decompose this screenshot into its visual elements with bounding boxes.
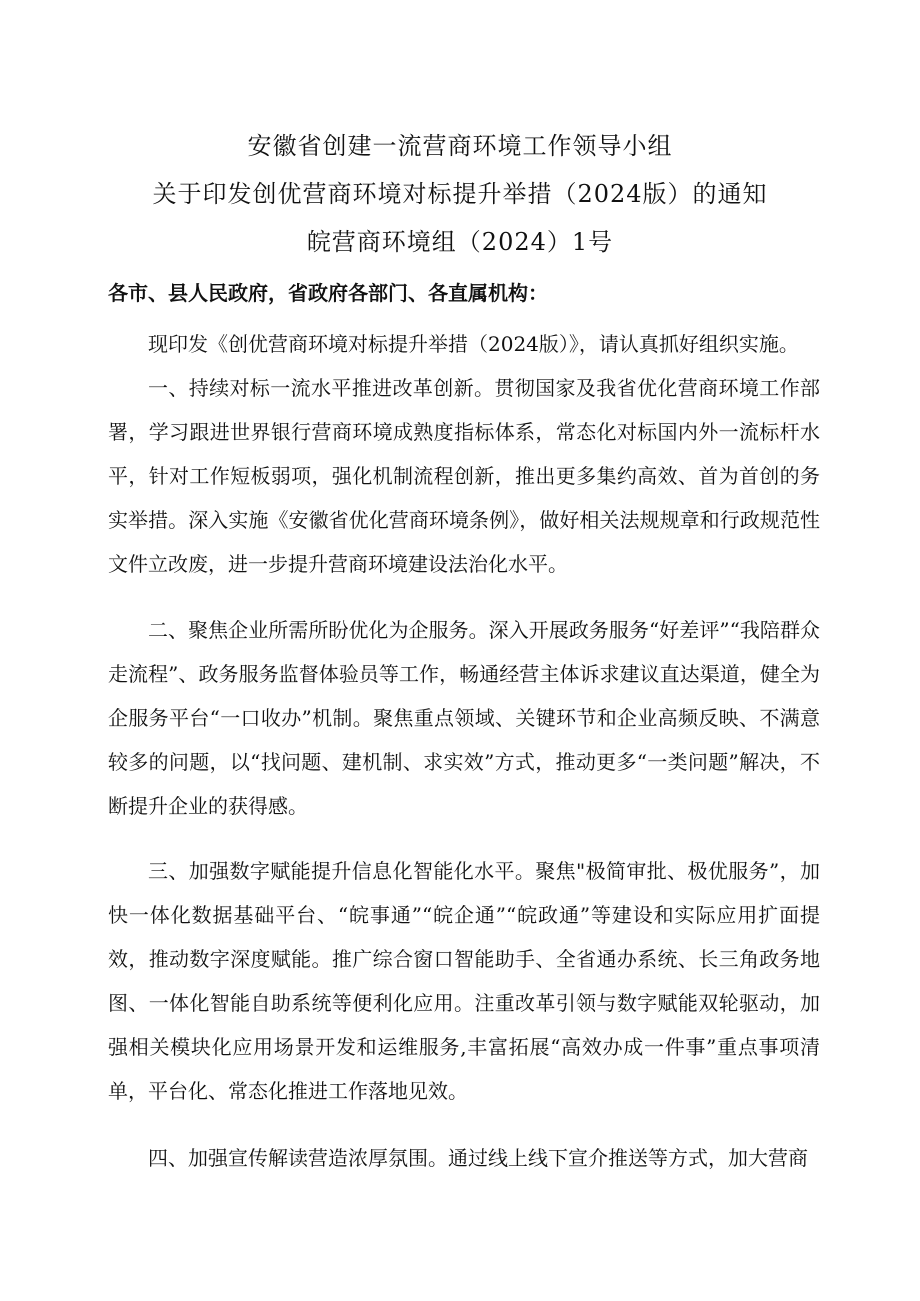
paragraph-item-2: 二、聚焦企业所需所盼优化为企服务。深入开展政务服务“好差评”“我陪群众走流程”、政务服务监督体验员等工作，畅通经营主体诉求建议直达渠道，健全为企服务平台“一口收办”机制。聚焦重点领域、关键环节和企业高频反映、不满意较多的问题，以“找问题、建机制、求实效”方式，推动更多“一类问题”解决，不断提升企业的获得感。	[108, 618, 820, 818]
title-line-subject: 关于印发创优营商环境对标提升举措（2024版）的通知	[152, 180, 768, 208]
title-line-issuer: 安徽省创建一流营商环境工作领导小组	[247, 132, 673, 160]
paragraph-intro: 现印发《创优营商环境对标提升举措（2024版）》，请认真抓好组织实施。	[148, 332, 799, 356]
document-title	[0, 122, 920, 266]
paragraph-item-1: 一、持续对标一流水平推进改革创新。贯彻国家及我省优化营商环境工作部署，学习跟进世界银行营商环境成熟度指标体系，常态化对标国内外一流标杆水平，针对工作短板弱项，强化机制流程创新，推出更多集约高效、首为首创的务实举措。深入实施《安徽省优化营商环境条例》，做好相关法规规章和行政规范性文件立改废，进一步提升营商环境建设法治化水平。	[108, 376, 820, 576]
salutation: 各市、县人民政府，省政府各部门、各直属机构：	[108, 281, 548, 305]
title-line-doc-number: 皖营商环境组（2024）1号	[306, 228, 614, 256]
paragraph-item-3: 三、加强数字赋能提升信息化智能化水平。聚焦"极简审批、极优服务”，加快一体化数据基础平台、“皖事通”“皖企通”“皖政通”等建设和实际应用扩面提效，推动数字深度赋能。推广综合窗口智能助手、全省通办系统、长三角政务地图、一体化智能自助系统等便利化应用。注重改革引领与数字赋能双轮驱动，加强相关模块化应用场景开发和运维服务,丰富拓展“高效办成一件事”重点事项清单，平台化、常态化推进工作落地见效。	[108, 859, 820, 1103]
paragraph-item-4: 四、加强宣传解读营造浓厚氛围。通过线上线下宣介推送等方式，加大营商	[148, 1146, 808, 1170]
